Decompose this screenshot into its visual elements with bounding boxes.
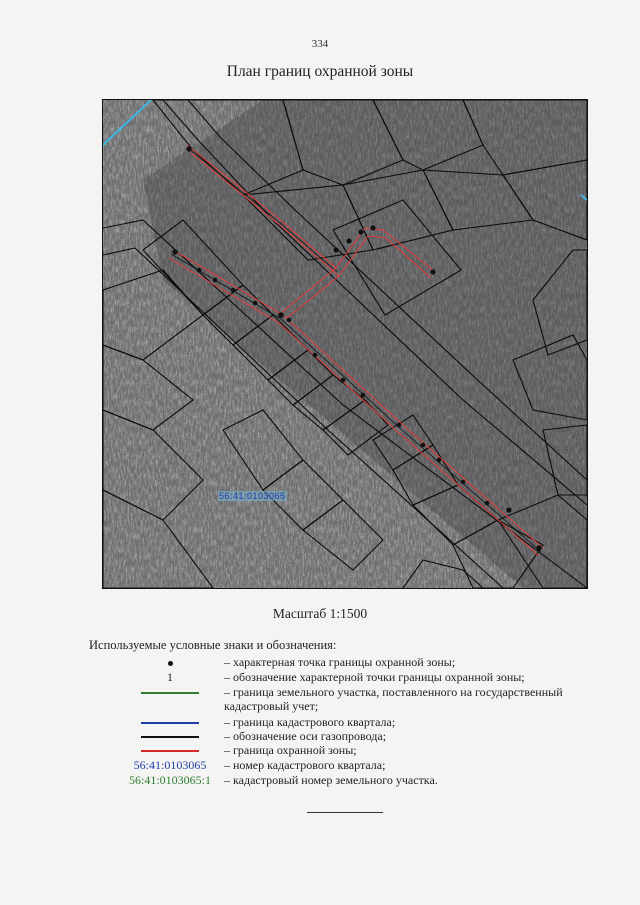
boundary-point (231, 288, 236, 293)
boundary-point (287, 318, 292, 323)
legend-title: Используемые условные знаки и обозначения: (89, 638, 337, 652)
footer-divider (307, 812, 383, 813)
legend-line-symbol (105, 729, 235, 743)
legend-line-symbol (105, 715, 235, 729)
page-title: План границ охранной зоны (226, 63, 414, 80)
boundary-point (278, 312, 284, 318)
boundary-point (361, 393, 366, 398)
boundary-point (186, 146, 191, 151)
boundary-point (461, 480, 466, 485)
legend-description: – обозначение оси газопровода; (224, 729, 387, 743)
legend-description: – граница кадастрового квартала; (224, 715, 396, 729)
map-canvas (103, 100, 587, 588)
boundary-point (253, 301, 258, 306)
legend-line-symbol (105, 743, 235, 757)
map-scale: Масштаб 1:1500 (272, 606, 368, 621)
legend-description: – граница охранной зоны; (224, 743, 357, 757)
boundary-point (437, 458, 442, 463)
point-icon (168, 661, 173, 666)
legend-text-symbol: 56:41:0103065 (133, 758, 207, 772)
boundary-point (172, 249, 177, 254)
boundary-point (370, 225, 375, 230)
line-icon (141, 722, 199, 724)
legend-description: – граница земельного участка, поставленного на государственный кадастровый учет; (224, 685, 563, 713)
boundary-point (313, 353, 318, 358)
boundary-point (341, 378, 346, 383)
line-icon (141, 736, 199, 738)
boundary-point (213, 278, 218, 283)
boundary-point (397, 423, 402, 428)
line-icon (141, 750, 199, 752)
legend-point-symbol (105, 655, 235, 669)
page-number: 334 (311, 38, 329, 50)
boundary-point (197, 268, 202, 273)
legend-description: – номер кадастрового квартала; (224, 758, 386, 772)
boundary-point (430, 269, 435, 274)
line-icon (141, 692, 199, 694)
legend-description: – обозначение характерной точки границы охранной зоны; (224, 670, 525, 684)
boundary-point (358, 229, 363, 234)
legend-line-symbol (105, 685, 235, 699)
legend-description: – характерная точка границы охранной зоны; (224, 655, 456, 669)
legend-text-symbol: 1 (167, 670, 173, 684)
protection-zone-map (102, 99, 588, 589)
boundary-point (333, 247, 338, 252)
boundary-point (506, 507, 511, 512)
legend-description: – кадастровый номер земельного участка. (224, 773, 438, 787)
legend-text-symbol: 56:41:0103065:1 (128, 773, 211, 787)
boundary-point (346, 238, 351, 243)
quarter-number-label: 56:41:0103065 (219, 491, 286, 501)
boundary-point (536, 545, 542, 551)
boundary-point (421, 443, 426, 448)
boundary-point (485, 501, 490, 506)
